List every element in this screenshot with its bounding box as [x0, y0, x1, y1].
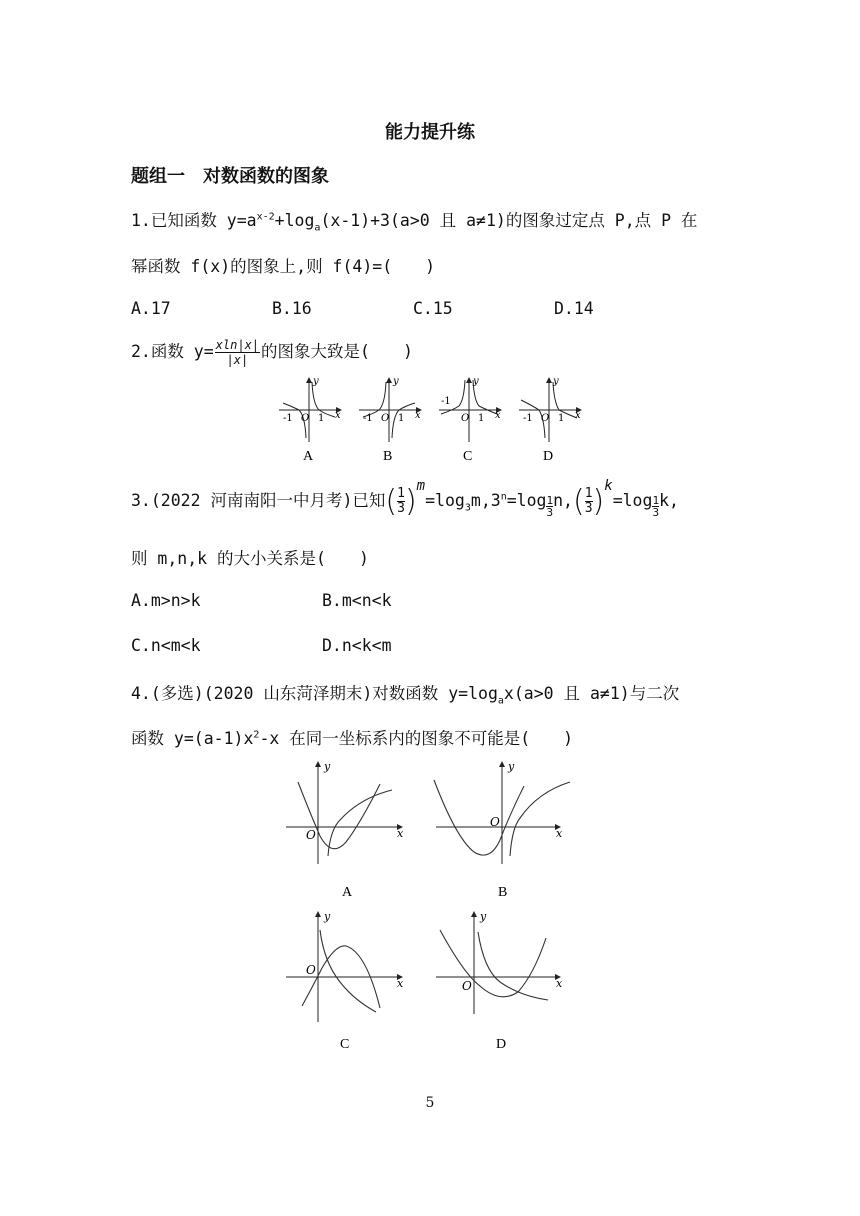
question-4-line-2: 函数 $y=(a-1)x^2-x$ 在同一坐标系内的图象不可能是( )	[131, 729, 574, 748]
axis-y-label: y	[313, 376, 319, 387]
question-1-line-1: 1.已知函数 $y=a^{x-2}+\log_a(x-1)+3(a>0$ 且 a≠1)的图象过定点 P,点 P 在	[131, 211, 698, 234]
axis-y-label: y	[324, 760, 331, 773]
origin-label: O	[490, 815, 500, 829]
origin-label: O	[461, 413, 470, 424]
tick-neg1: -1	[441, 396, 451, 407]
axis-y-label: y	[553, 376, 559, 387]
origin-label: O	[306, 963, 316, 977]
q1-option-a: A.17	[131, 299, 171, 318]
q4-graph-c	[286, 910, 404, 1052]
tick-neg1: -1	[523, 413, 533, 424]
q4-graph-b	[434, 760, 570, 900]
axis-x-label: x	[575, 410, 581, 421]
q2-caption-d: D	[543, 449, 554, 464]
origin-label: O	[301, 413, 310, 424]
question-1-line-2: 幂函数 f(x)的图象上,则 f(4)=( )	[131, 257, 436, 276]
axis-y-label: y	[480, 910, 487, 923]
q4-caption-a: A	[342, 885, 353, 900]
axis-x-label: x	[397, 827, 404, 840]
axis-y-label: y	[508, 760, 515, 773]
origin-label: O	[381, 413, 390, 424]
log-base-one-third-2: $\frac{1}{3}$	[652, 494, 660, 519]
question-3-line-2: 则 m,n,k 的大小关系是( )	[131, 549, 369, 568]
q1-option-c: C.15	[413, 299, 453, 318]
question-2-line: 2.函数 y= $\frac{xln|x|}{|x|}$ 的图象大致是( )	[131, 338, 413, 367]
q3-option-d: D.n<k<m	[322, 636, 392, 655]
tick-1: 1	[558, 413, 565, 424]
axis-x-label: x	[556, 977, 563, 990]
q3-option-a: A.m>n>k	[131, 591, 201, 610]
fraction-one-third-2: $\frac{1}{3}$	[584, 486, 593, 516]
origin-label: O	[541, 413, 550, 424]
q4-caption-d: D	[496, 1037, 507, 1052]
origin-label: O	[306, 828, 316, 842]
q2-caption-c: C	[463, 449, 473, 464]
q2-graph-b	[359, 376, 421, 464]
q2-caption-b: B	[383, 449, 393, 464]
axis-x-label: x	[556, 827, 563, 840]
log-base-one-third: $\frac{1}{3}$	[546, 494, 554, 519]
tick-1: 1	[478, 413, 485, 424]
q1-option-b: B.16	[272, 299, 312, 318]
axis-y-label: y	[473, 376, 479, 387]
q2-graphs	[275, 374, 585, 464]
q2-caption-a: A	[303, 449, 314, 464]
tick-neg1: -1	[363, 413, 373, 424]
page-number: 5	[425, 1095, 435, 1111]
tick-1: 1	[398, 413, 405, 424]
question-3-line-1: 3.(2022 河南南阳一中月考)已知( $\frac{1}{3}$ )$^m=\log_3m,3^n=\log$ $\frac{1}{3}$ n,( $\frac{1}{3}$ )$^k$=log $\frac{1}{3}$ k,	[131, 478, 679, 519]
axis-y-label: y	[393, 376, 399, 387]
page-title: 能力提升练	[385, 122, 475, 143]
axis-y-label: y	[324, 910, 331, 923]
tick-1: 1	[318, 413, 325, 424]
question-4-line-1: 4.(多选)(2020 山东菏泽期末)对数函数 $y=\log_ax(a>0$ 且 a≠1)与二次	[131, 684, 680, 707]
fraction-one-third: $\frac{1}{3}$	[397, 486, 405, 516]
axis-x-label: x	[335, 410, 341, 421]
q3-option-b: B.m<n<k	[322, 591, 392, 610]
q4-caption-b: B	[498, 885, 508, 900]
q3-option-c: C.n<m<k	[131, 636, 201, 655]
q4-graph-d	[436, 910, 563, 1052]
q2-graph-c	[439, 376, 501, 464]
q2-graph-a	[279, 376, 341, 464]
q2-graph-d	[519, 376, 581, 464]
fraction-xlnx-over-absx: $\frac{xln|x|}{|x|}$	[215, 338, 260, 367]
origin-label: O	[462, 979, 472, 993]
axis-x-label: x	[397, 977, 404, 990]
q4-graphs	[280, 758, 580, 1053]
axis-x-label: x	[415, 410, 421, 421]
q4-caption-c: C	[340, 1037, 350, 1052]
tick-neg1: -1	[283, 413, 293, 424]
axis-x-label: x	[495, 410, 501, 421]
section-heading: 题组一 对数函数的图象	[131, 166, 329, 187]
q4-graph-a	[286, 760, 404, 900]
q1-option-d: D.14	[554, 299, 594, 318]
